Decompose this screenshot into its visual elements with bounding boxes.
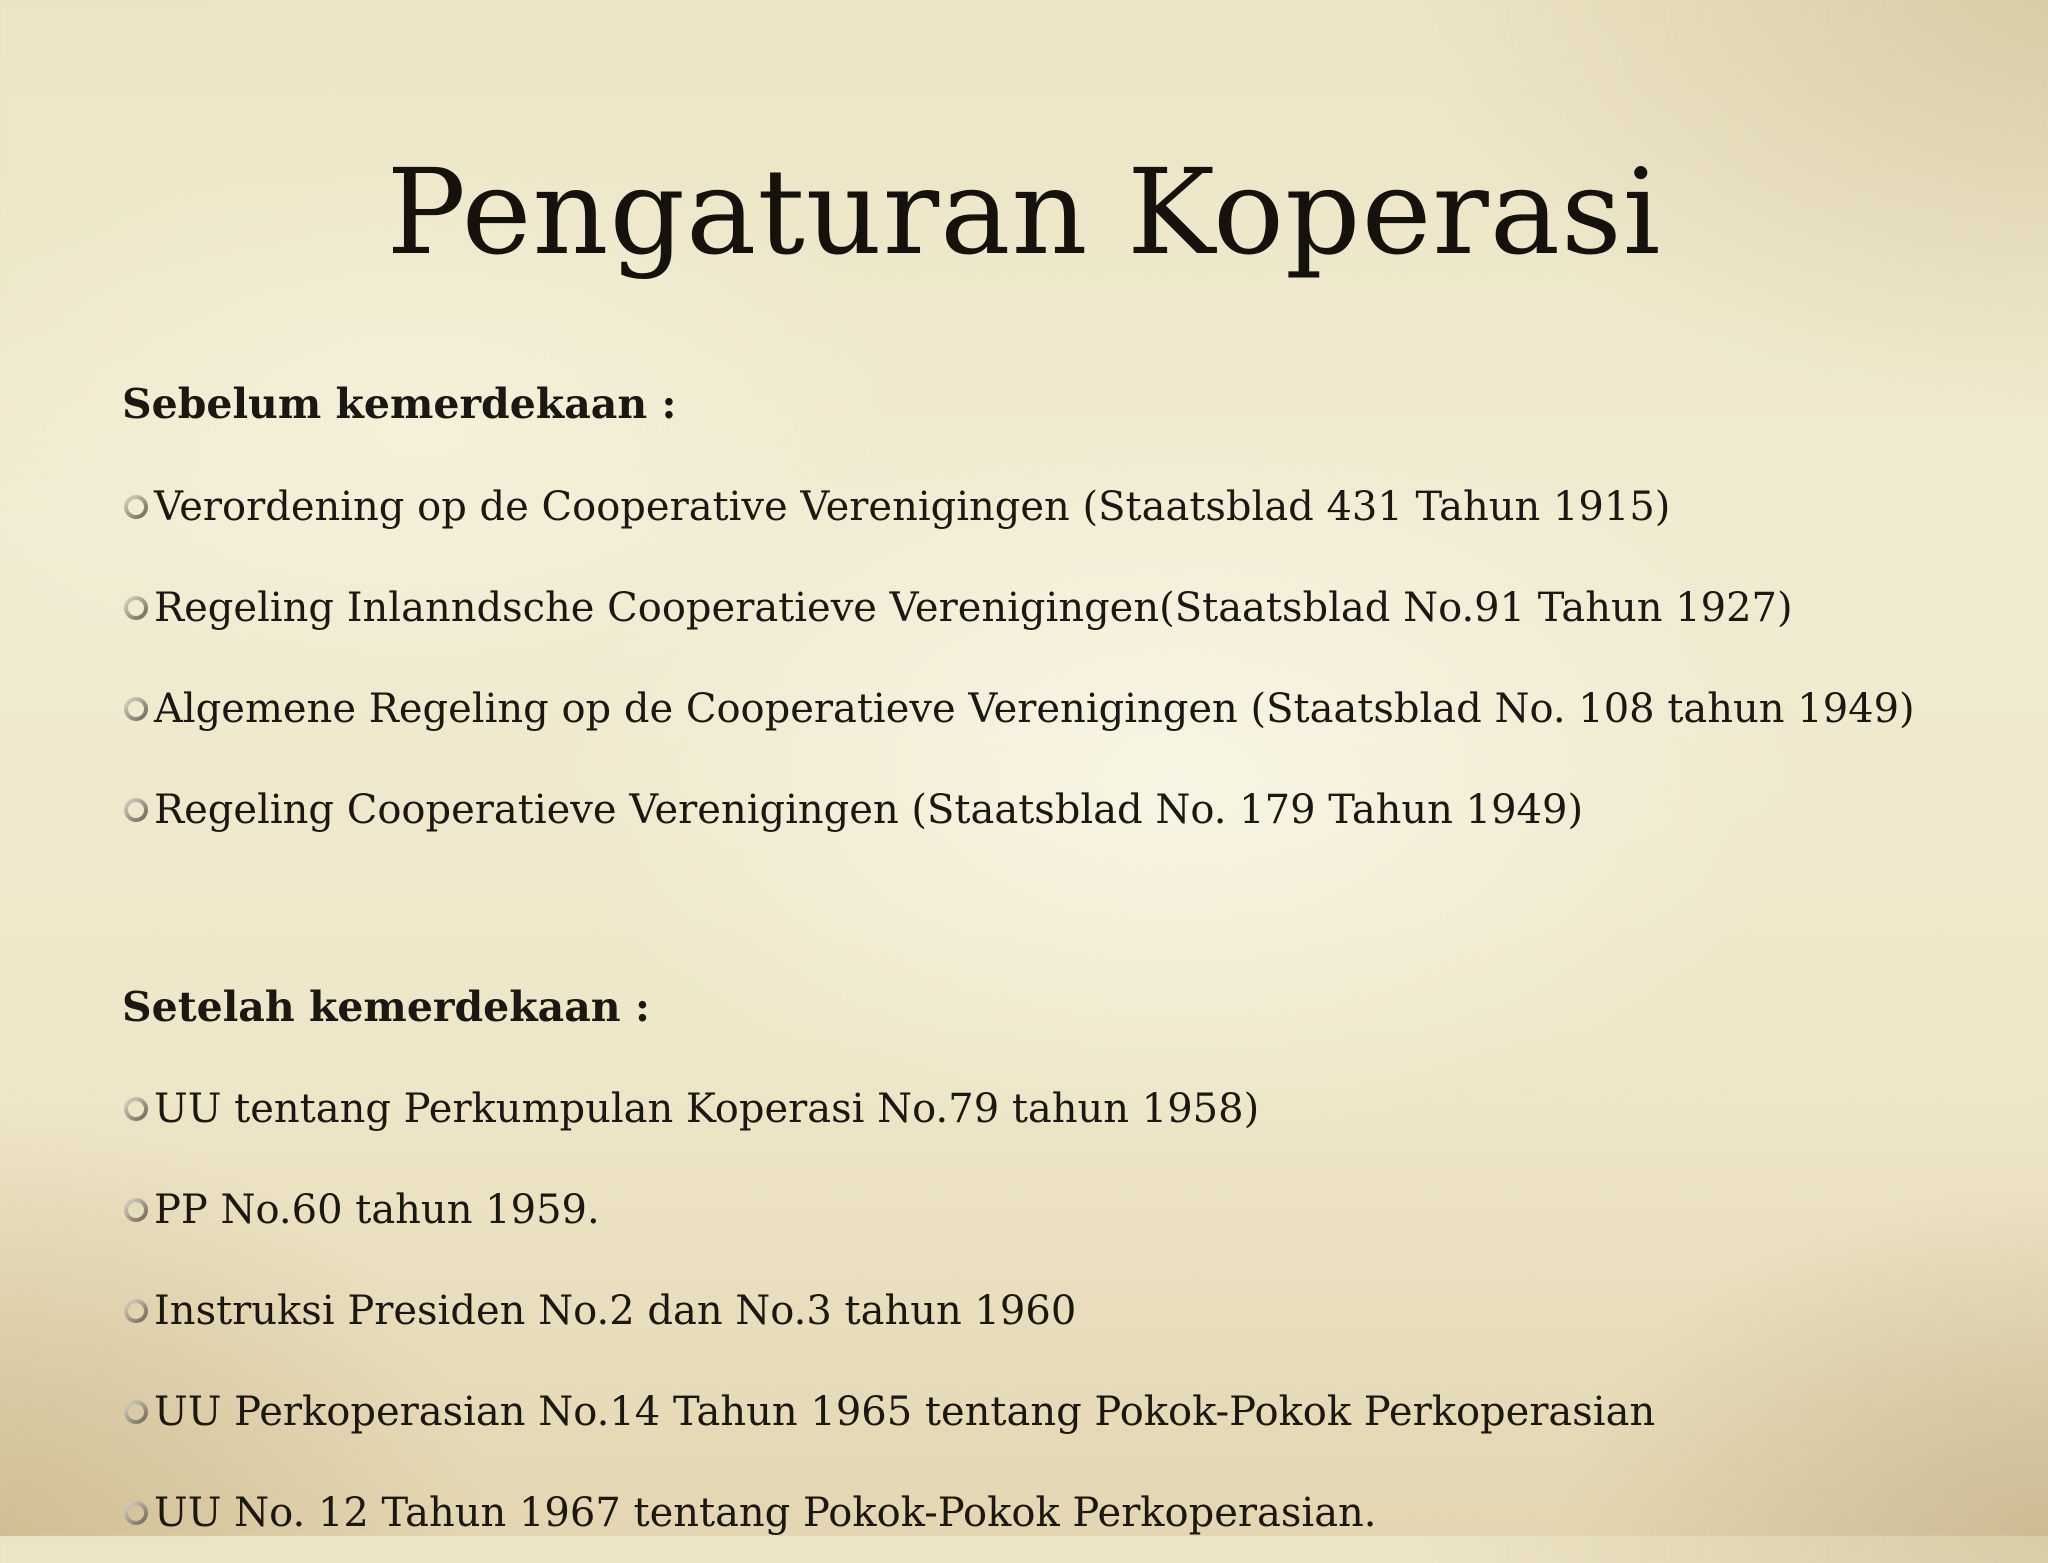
list-item: [122, 456, 1915, 557]
hollow-circle-bullet-icon: [122, 492, 152, 522]
list-item-text: UU No. 12 Tahun 1967 tentang Pokok-Pokok Perkoperasian.: [154, 1489, 1377, 1536]
hollow-circle-bullet-icon: [122, 694, 152, 724]
list-item-text: Algemene Regeling op de Cooperatieve Verenigingen (Staatsblad No. 108 tahun 1949): [154, 685, 1915, 732]
list-item-text: UU tentang Perkumpulan Koperasi No.79 tahun 1958): [154, 1085, 1260, 1132]
list-item: [122, 658, 1915, 759]
list-item-text: Verordening op de Cooperative Verenigingen (Staatsblad 431 Tahun 1915): [154, 483, 1671, 530]
list-before-independence: [122, 456, 1915, 860]
list-item: [122, 1159, 1655, 1260]
list-item: [122, 759, 1915, 860]
hollow-circle-bullet-icon: [122, 795, 152, 825]
section-heading-after-independence: Setelah kemerdekaan :: [122, 983, 651, 1031]
list-item: [122, 557, 1915, 658]
hollow-circle-bullet-icon: [122, 1296, 152, 1326]
hollow-circle-bullet-icon: [122, 1397, 152, 1427]
list-item-text: Instruksi Presiden No.2 dan No.3 tahun 1960: [154, 1287, 1077, 1334]
hollow-circle-bullet-icon: [122, 593, 152, 623]
list-item: [122, 1260, 1655, 1361]
hollow-circle-bullet-icon: [122, 1094, 152, 1124]
list-after-independence: [122, 1058, 1655, 1563]
list-item-text: UU Perkoperasian No.14 Tahun 1965 tentang Pokok-Pokok Perkoperasian: [154, 1388, 1656, 1435]
list-item-text: Regeling Cooperatieve Verenigingen (Staatsblad No. 179 Tahun 1949): [154, 786, 1584, 833]
list-item: [122, 1058, 1655, 1159]
slide-title: Pengaturan Koperasi: [386, 143, 1662, 281]
list-item-text: Regeling Inlanndsche Cooperatieve Verenigingen(Staatsblad No.91 Tahun 1927): [154, 584, 1793, 631]
hollow-circle-bullet-icon: [122, 1498, 152, 1528]
list-item-text: PP No.60 tahun 1959.: [154, 1186, 600, 1233]
section-heading-before-independence: Sebelum kemerdekaan :: [122, 380, 677, 428]
list-item: [122, 1361, 1655, 1462]
hollow-circle-bullet-icon: [122, 1195, 152, 1225]
list-item: [122, 1462, 1655, 1563]
